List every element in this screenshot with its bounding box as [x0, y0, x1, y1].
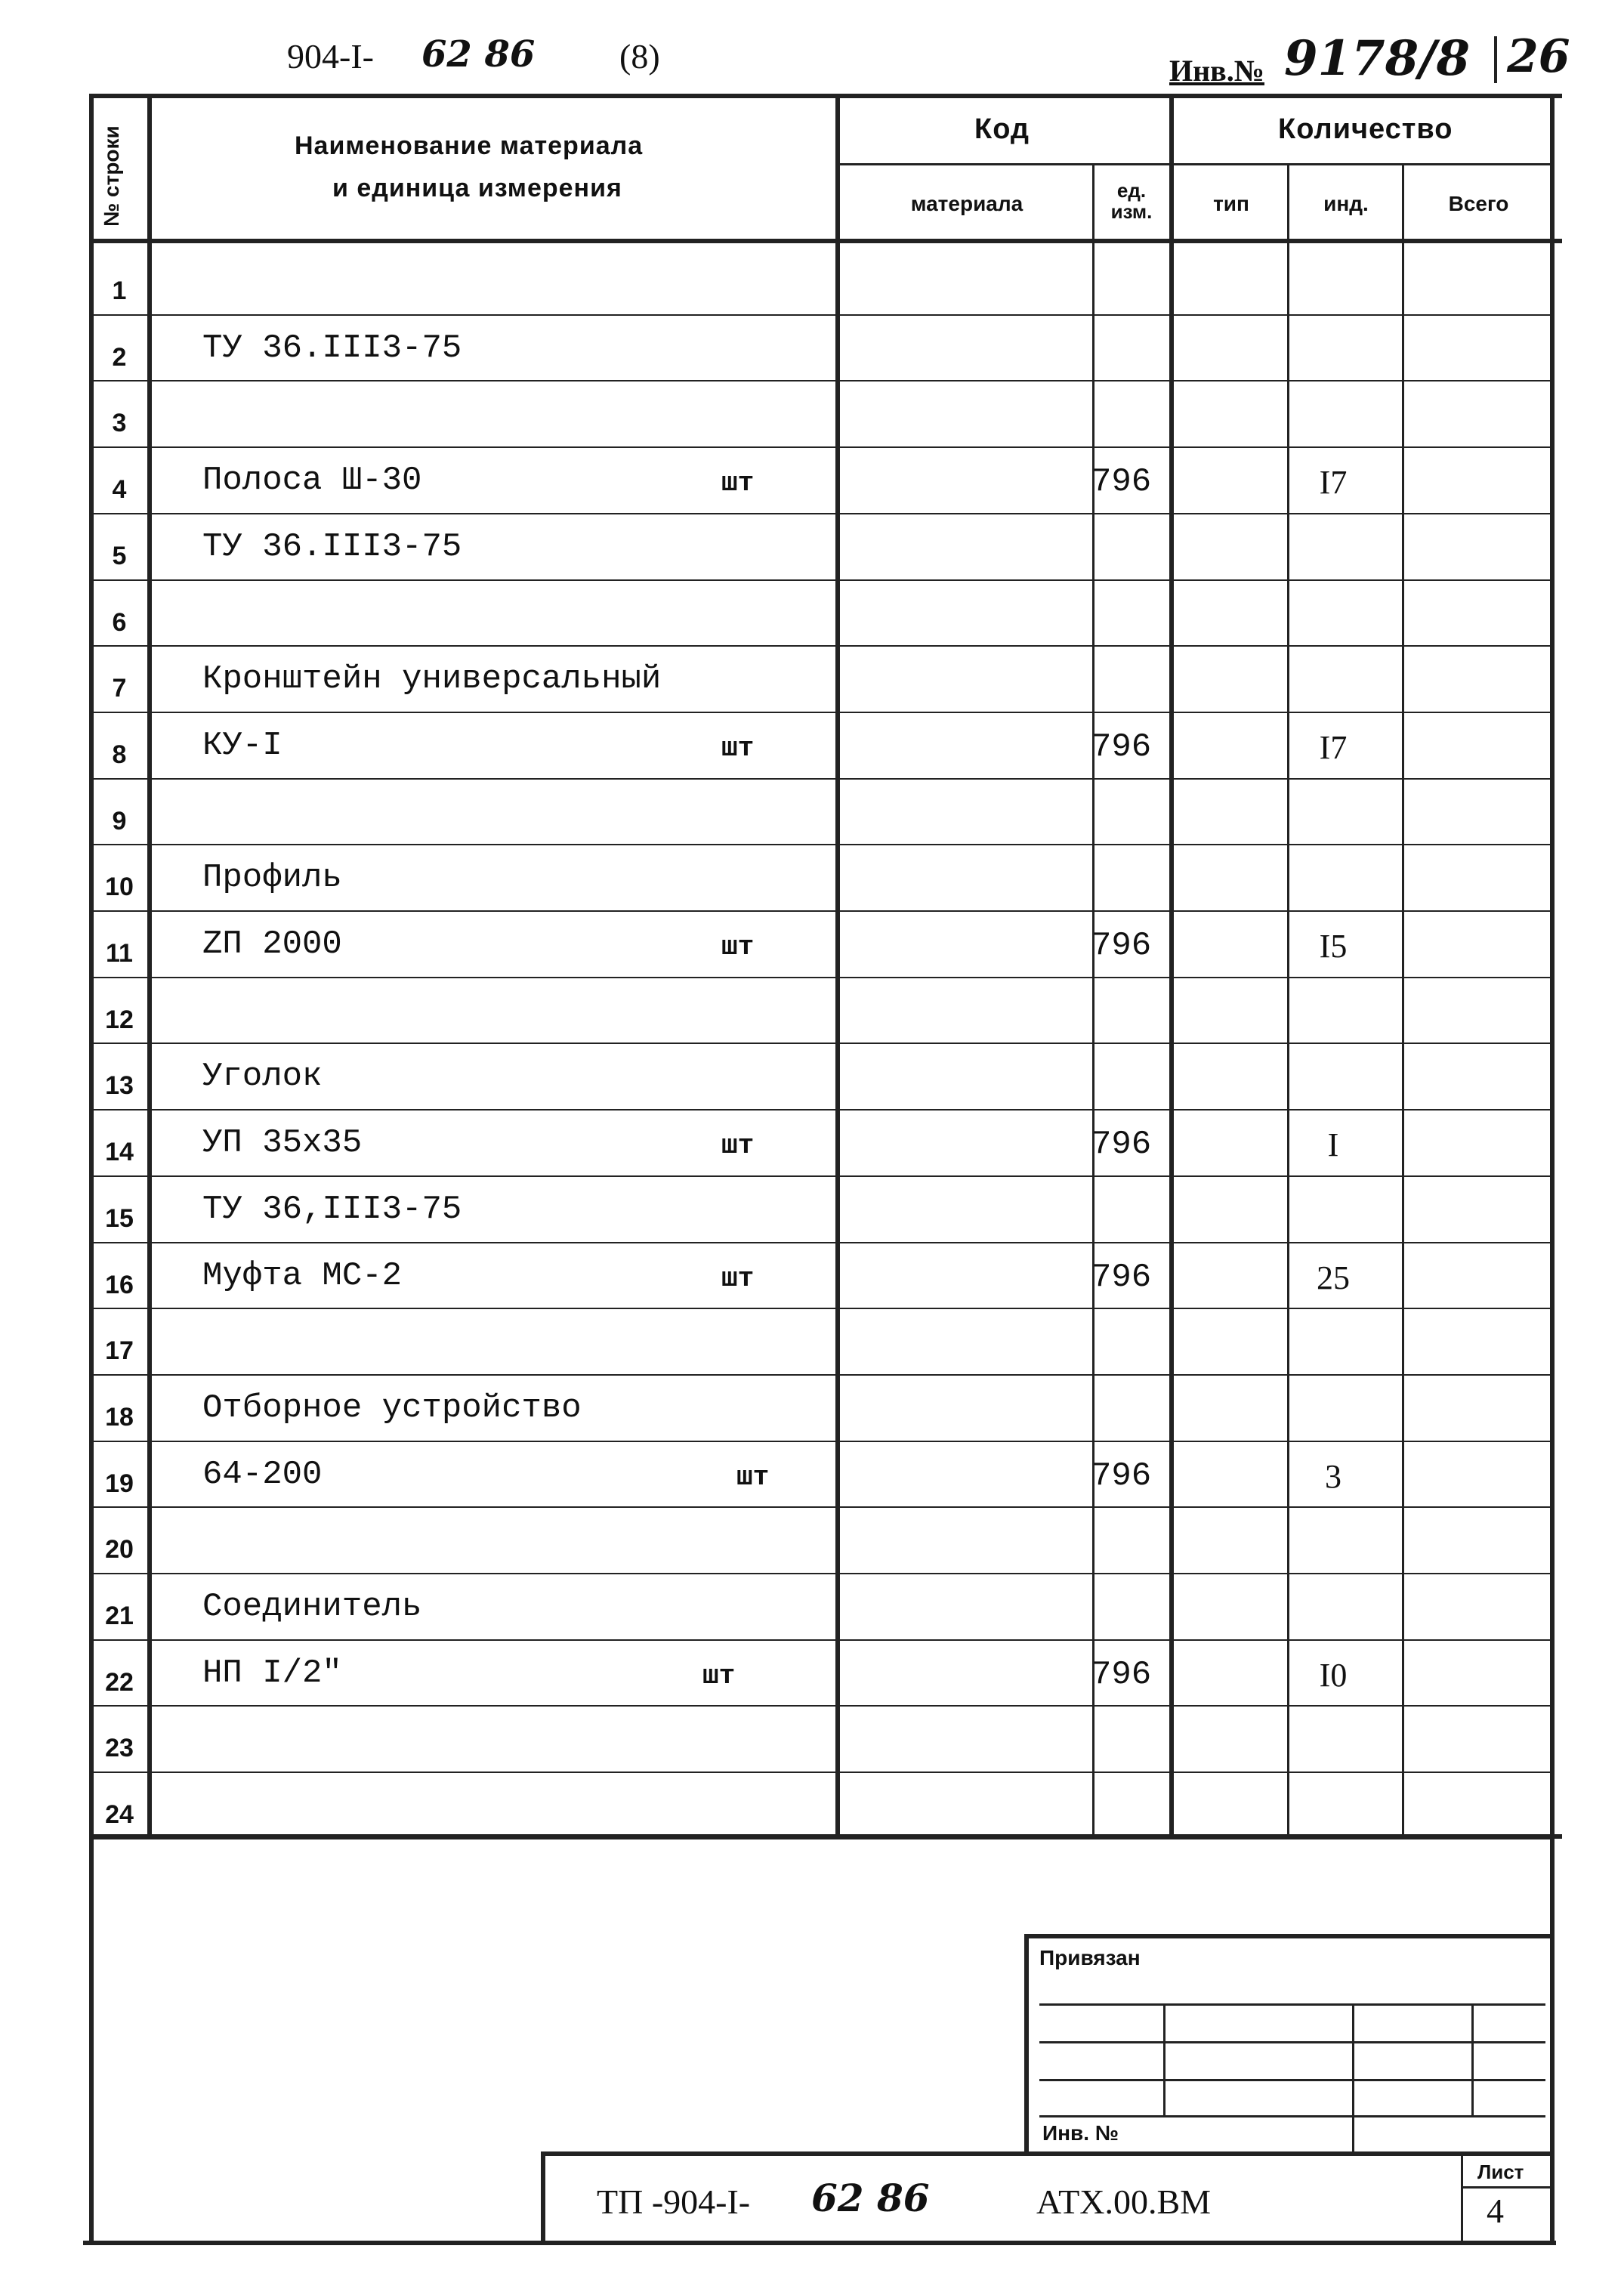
material-name: Соединитель	[202, 1588, 422, 1626]
row-number: 18	[105, 1402, 134, 1432]
row-number: 20	[105, 1535, 134, 1565]
rule-name-code	[835, 94, 840, 1836]
row-number-rule	[89, 1242, 147, 1243]
row-rule	[147, 1374, 1550, 1376]
row-number: 3	[112, 409, 127, 438]
rule-material-unit	[1092, 163, 1095, 1834]
row-number: 11	[106, 939, 133, 968]
unit-code: 796	[1091, 727, 1152, 766]
row-number-rule	[89, 1441, 147, 1442]
row-number: 22	[105, 1667, 134, 1697]
row-number: 5	[112, 541, 127, 570]
material-name: Муфта МС-2	[202, 1256, 403, 1295]
row-number-rule	[89, 1308, 147, 1309]
row-number-rule	[89, 778, 147, 780]
stamp-rule-1	[1039, 2003, 1545, 2006]
unit-code: 796	[1091, 1126, 1152, 1164]
material-name: ZП 2000	[202, 925, 342, 963]
sheet-label: Лист	[1477, 2161, 1524, 2183]
row-number: 1	[112, 276, 127, 305]
row-number: 15	[105, 1203, 134, 1233]
row-number: 23	[105, 1734, 134, 1763]
row-rule	[147, 1705, 1550, 1707]
unit-of-measure: шт	[721, 1262, 755, 1294]
doc-number-handwritten: 62 86	[421, 33, 536, 76]
row-number-header: № строки	[100, 125, 123, 227]
code-header: Код	[974, 113, 1030, 145]
unit-code: 796	[1091, 1258, 1152, 1296]
row-number-rule	[89, 314, 147, 316]
inv-label: Инв.№	[1169, 54, 1264, 88]
quantity-individual: 3	[1325, 1457, 1341, 1495]
row-number-rule	[89, 1639, 147, 1641]
rule-right	[1550, 94, 1555, 2243]
row-rule	[147, 513, 1550, 514]
row-number: 17	[105, 1336, 134, 1366]
row-number-rule	[89, 1838, 147, 1839]
doc-code-suffix: АТХ.00.ВМ	[1036, 2182, 1212, 2221]
row-number-rule	[89, 579, 147, 581]
row-number-rule	[89, 712, 147, 713]
rule-header-bottom	[89, 239, 1562, 243]
row-number-rule	[89, 910, 147, 912]
row-number-rule	[89, 1175, 147, 1177]
material-name: Отборное устройство	[202, 1388, 582, 1427]
unit-of-measure: шт	[702, 1660, 736, 1691]
unit-code: 796	[1091, 1456, 1152, 1495]
material-name: Кронштейн универсальный	[202, 660, 662, 699]
rule-left	[89, 94, 94, 2243]
material-name: ТУ 36.III3-75	[202, 527, 462, 566]
material-name: ТУ 36.III3-75	[202, 329, 462, 367]
row-number-rule	[89, 1573, 147, 1574]
rule-header-mid	[837, 163, 1555, 165]
material-name: ТУ 36,III3-75	[202, 1190, 462, 1228]
rule-type-ind	[1287, 163, 1289, 1834]
page-divider	[1494, 36, 1497, 83]
quantity-header: Количество	[1278, 113, 1453, 145]
stamp-col-2	[1352, 2003, 1354, 2155]
row-rule	[147, 1175, 1550, 1177]
quantity-individual: I	[1327, 1126, 1339, 1164]
stamp-col-1	[1163, 2003, 1166, 2117]
qty-ind-header: инд.	[1323, 192, 1369, 215]
row-number-rule	[89, 513, 147, 514]
material-name: КУ-I	[202, 726, 283, 765]
inv-no-label: Инв. №	[1042, 2121, 1119, 2145]
row-number: 16	[105, 1270, 134, 1299]
row-number: 24	[105, 1800, 134, 1830]
quantity-individual: 25	[1317, 1259, 1350, 1296]
sheet-number: 4	[1487, 2192, 1504, 2230]
name-header-line2: и единица измерения	[332, 174, 622, 202]
row-rule	[147, 1441, 1550, 1442]
row-number: 21	[105, 1602, 134, 1630]
row-number: 6	[112, 607, 127, 637]
row-rule	[147, 1772, 1550, 1773]
stamp-rule-4	[1039, 2115, 1545, 2117]
row-rule	[147, 1573, 1550, 1574]
row-rule	[147, 579, 1550, 581]
row-number-rule	[89, 1506, 147, 1508]
inv-number-handwritten: 9178/8	[1284, 30, 1471, 87]
unit-code: 796	[1091, 1655, 1152, 1694]
material-name: 64-200	[202, 1455, 323, 1494]
row-number: 19	[105, 1469, 134, 1498]
row-number-rule	[89, 1109, 147, 1110]
row-number: 14	[105, 1138, 134, 1167]
row-number-rule	[89, 977, 147, 978]
rule-page-bottom	[83, 2241, 1556, 2245]
unit-code: 796	[1091, 463, 1152, 502]
material-name: Полоса Ш-30	[202, 462, 422, 500]
code-material-header: материала	[910, 192, 1023, 215]
row-rule	[147, 1109, 1550, 1110]
sheet-ref: (8)	[619, 37, 660, 76]
rule-rownum	[147, 94, 152, 1836]
unit-of-measure: шт	[721, 732, 755, 764]
bound-label: Привязан	[1039, 1946, 1141, 1969]
stamp-top-rule	[1024, 1934, 1553, 1938]
qty-total-header: Всего	[1448, 192, 1509, 215]
row-rule	[147, 645, 1550, 647]
row-number-rule	[89, 380, 147, 381]
row-rule	[147, 1308, 1550, 1309]
row-number-rule	[89, 1043, 147, 1044]
row-rule	[147, 778, 1550, 780]
row-number-rule	[89, 844, 147, 845]
stamp-rule-2	[1039, 2041, 1545, 2043]
unit-of-measure: шт	[721, 1130, 755, 1162]
page-number-handwritten: 26	[1507, 30, 1570, 83]
code-unit-header: ед. изм.	[1110, 179, 1153, 223]
row-rule	[147, 1043, 1550, 1044]
material-name: Профиль	[202, 859, 342, 897]
row-rule	[147, 1838, 1550, 1839]
row-rule	[147, 1506, 1550, 1508]
row-rule	[147, 1242, 1550, 1243]
row-number: 7	[112, 674, 127, 703]
row-number-rule	[89, 446, 147, 448]
name-header-line1: Наименование материала	[295, 131, 644, 160]
row-number-rule	[89, 1374, 147, 1376]
stamp-col-3	[1471, 2003, 1474, 2117]
stamp-rule-3	[1039, 2079, 1545, 2081]
quantity-individual: I7	[1319, 728, 1348, 766]
row-number-rule	[89, 1772, 147, 1773]
rule-top	[89, 94, 1562, 98]
row-rule	[147, 910, 1550, 912]
unit-of-measure: шт	[721, 931, 755, 962]
quantity-individual: I7	[1319, 464, 1348, 502]
row-number: 12	[105, 1005, 134, 1034]
doc-code-handwritten: 62 86	[811, 2176, 930, 2220]
unit-of-measure: шт	[721, 468, 755, 499]
row-number-rule	[89, 1705, 147, 1707]
doc-code-prefix: ТП -904-I-	[597, 2182, 751, 2221]
title-sheet-mid-rule	[1461, 2186, 1551, 2189]
title-top-rule	[541, 2151, 1553, 2156]
quantity-individual: I0	[1319, 1656, 1348, 1694]
row-number: 9	[112, 806, 127, 836]
row-rule	[147, 977, 1550, 978]
row-number: 2	[112, 342, 127, 372]
material-name: Уголок	[202, 1058, 323, 1096]
row-number: 8	[112, 740, 127, 769]
row-rule	[147, 844, 1550, 845]
row-rule	[147, 380, 1550, 381]
row-rule	[147, 314, 1550, 316]
unit-of-measure: шт	[736, 1461, 770, 1493]
row-number: 4	[112, 475, 127, 505]
row-rule	[147, 446, 1550, 448]
unit-code: 796	[1091, 927, 1152, 965]
row-number: 10	[105, 873, 134, 902]
row-number-rule	[89, 645, 147, 647]
material-name: НП I/2"	[202, 1654, 342, 1692]
row-number: 13	[105, 1071, 134, 1101]
quantity-individual: I5	[1319, 928, 1348, 965]
stamp-left-rule	[1024, 1934, 1029, 2153]
title-left-rule	[541, 2151, 545, 2242]
rule-ind-total	[1402, 163, 1404, 1834]
rule-code-qty	[1169, 94, 1174, 1836]
title-sheet-rule	[1461, 2151, 1463, 2242]
row-rule	[147, 712, 1550, 713]
material-name: УП 35x35	[202, 1124, 363, 1163]
qty-type-header: тип	[1213, 192, 1249, 215]
doc-prefix: 904-I-	[287, 37, 374, 76]
row-rule	[147, 1639, 1550, 1641]
inventory-header	[1163, 30, 1586, 91]
document-header	[287, 33, 740, 89]
